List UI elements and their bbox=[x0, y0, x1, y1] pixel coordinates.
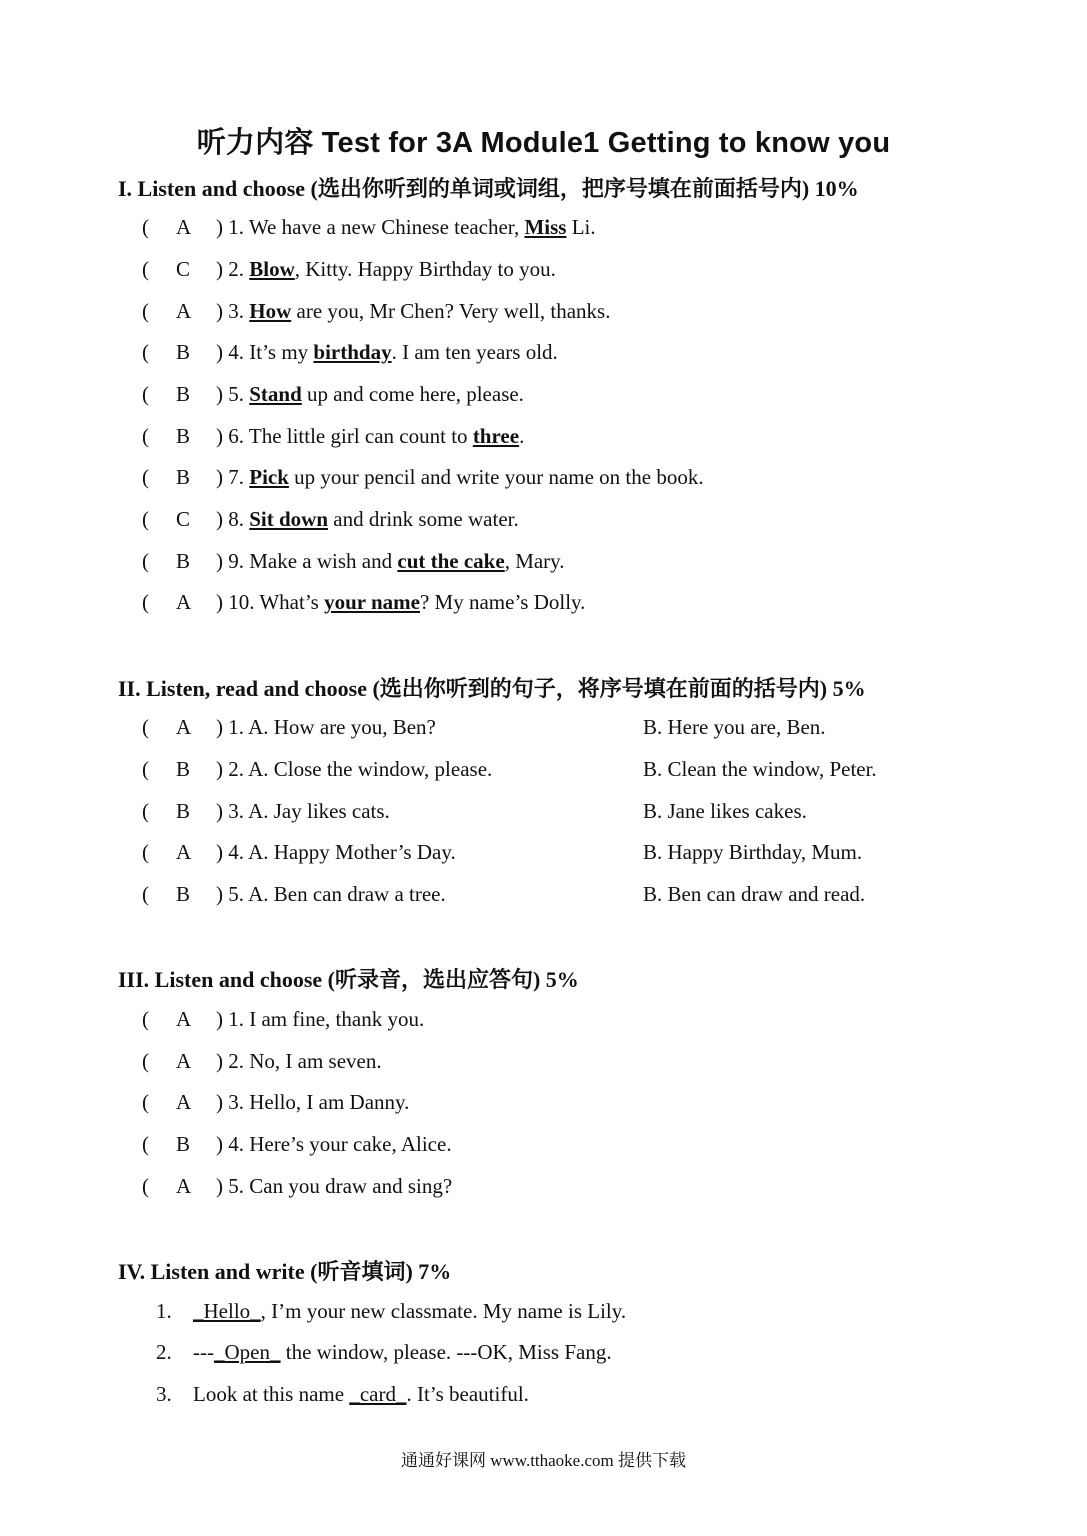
paren-open: ( bbox=[142, 340, 149, 364]
question-text-end: Li. bbox=[566, 215, 596, 239]
answer: A bbox=[176, 1174, 192, 1198]
answer: B bbox=[176, 799, 191, 823]
answer: B bbox=[176, 549, 191, 573]
option-a: ) 3. A. Jay likes cats. bbox=[216, 799, 390, 823]
option-b: B. Jane likes cakes. bbox=[643, 799, 807, 823]
question-text-end: . I am ten years old. bbox=[391, 340, 558, 364]
question-text: ) 2. bbox=[216, 257, 250, 281]
sentence-start: --- bbox=[193, 1340, 214, 1364]
option-b: B. Here you are, Ben. bbox=[643, 715, 826, 739]
answer: B bbox=[176, 424, 191, 448]
response-text: ) 2. No, I am seven. bbox=[216, 1049, 382, 1073]
keyword: your name bbox=[324, 590, 420, 614]
paren-open: ( bbox=[142, 549, 149, 573]
keyword: Sit down bbox=[249, 507, 329, 531]
s2-item-3 bbox=[0, 797, 1087, 825]
response-text: ) 3. Hello, I am Danny. bbox=[216, 1090, 410, 1114]
answer: C bbox=[176, 257, 191, 281]
keyword: birthday bbox=[313, 340, 392, 364]
section-3-heading: III. Listen and choose (听录音，选出应答句) 5% bbox=[118, 967, 579, 992]
paren-open: ( bbox=[142, 382, 149, 406]
question-text-end: up and come here, please. bbox=[301, 382, 524, 406]
answer: A bbox=[176, 215, 192, 239]
filled-blank: _card_ bbox=[349, 1382, 407, 1406]
keyword: How bbox=[249, 299, 292, 323]
option-b: B. Ben can draw and read. bbox=[643, 882, 866, 906]
question-text: ) 4. It’s my bbox=[216, 340, 314, 364]
paren-open: ( bbox=[142, 1049, 149, 1073]
keyword: Stand bbox=[249, 382, 302, 406]
option-b: B. Clean the window, Peter. bbox=[643, 757, 877, 781]
paren-open: ( bbox=[142, 757, 149, 781]
paren-open: ( bbox=[142, 507, 149, 531]
question-text: ) 9. Make a wish and bbox=[216, 549, 398, 573]
paren-open: ( bbox=[142, 299, 149, 323]
question-text-end: , Mary. bbox=[504, 549, 565, 573]
question-text-end: , Kitty. Happy Birthday to you. bbox=[294, 257, 556, 281]
paren-open: ( bbox=[142, 257, 149, 281]
item-number: 1. bbox=[156, 1299, 172, 1323]
paren-open: ( bbox=[142, 882, 149, 906]
keyword: Blow bbox=[249, 257, 295, 281]
question-text: ) 5. bbox=[216, 382, 250, 406]
page-title: 听力内容 Test for 3A Module1 Getting to know you bbox=[196, 127, 891, 159]
question-text-end: . bbox=[519, 424, 525, 448]
sentence-end: , I’m your new classmate. My name is Lily. bbox=[260, 1299, 627, 1323]
answer: A bbox=[176, 840, 192, 864]
answer: A bbox=[176, 715, 192, 739]
question-text: ) 3. bbox=[216, 299, 250, 323]
question-text-end: ? My name’s Dolly. bbox=[419, 590, 586, 614]
answer: A bbox=[176, 299, 192, 323]
paren-open: ( bbox=[142, 1174, 149, 1198]
item-number: 3. bbox=[156, 1382, 172, 1406]
keyword: Miss bbox=[524, 215, 567, 239]
option-b: B. Happy Birthday, Mum. bbox=[643, 840, 863, 864]
filled-blank: _Hello_ bbox=[193, 1299, 261, 1323]
sentence-end: . It’s beautiful. bbox=[406, 1382, 529, 1406]
footer-source: 通通好课网 www.tthaoke.com 提供下载 bbox=[400, 1451, 687, 1470]
paren-open: ( bbox=[142, 1132, 149, 1156]
s2-item-4 bbox=[0, 838, 1087, 866]
s2-item-2 bbox=[0, 755, 1087, 783]
option-a: ) 5. A. Ben can draw a tree. bbox=[216, 882, 446, 906]
question-text: ) 7. bbox=[216, 465, 250, 489]
paren-open: ( bbox=[142, 590, 149, 614]
question-text: ) 10. What’s bbox=[216, 590, 325, 614]
answer: B bbox=[176, 757, 191, 781]
question-text-end: up your pencil and write your name on the book. bbox=[288, 465, 704, 489]
paren-open: ( bbox=[142, 715, 149, 739]
section-4-heading: IV. Listen and write (听音填词) 7% bbox=[118, 1259, 452, 1284]
answer: B bbox=[176, 382, 191, 406]
keyword: three bbox=[472, 424, 520, 448]
sentence-start: Look at this name bbox=[193, 1382, 350, 1406]
s2-item-1 bbox=[0, 713, 1087, 741]
question-text: ) 8. bbox=[216, 507, 250, 531]
answer: B bbox=[176, 882, 191, 906]
section-2-heading: II. Listen, read and choose (选出你听到的句子，将序号填在前面的括号内) 5% bbox=[118, 676, 866, 701]
question-text: ) 6. The little girl can count to bbox=[216, 424, 473, 448]
response-text: ) 5. Can you draw and sing? bbox=[216, 1174, 453, 1198]
item-number: 2. bbox=[156, 1340, 172, 1364]
answer: C bbox=[176, 507, 191, 531]
question-text-end: are you, Mr Chen? Very well, thanks. bbox=[291, 299, 611, 323]
keyword: Pick bbox=[249, 465, 289, 489]
paren-open: ( bbox=[142, 215, 149, 239]
answer: B bbox=[176, 1132, 191, 1156]
question-text: ) 1. We have a new Chinese teacher, bbox=[216, 215, 525, 239]
answer: A bbox=[176, 1090, 192, 1114]
answer: A bbox=[176, 1049, 192, 1073]
response-text: ) 1. I am fine, thank you. bbox=[216, 1007, 425, 1031]
filled-blank: _Open_ bbox=[213, 1340, 281, 1364]
paren-open: ( bbox=[142, 799, 149, 823]
answer: A bbox=[176, 590, 192, 614]
paren-open: ( bbox=[142, 424, 149, 448]
option-a: ) 2. A. Close the window, please. bbox=[216, 757, 493, 781]
paren-open: ( bbox=[142, 1090, 149, 1114]
option-a: ) 4. A. Happy Mother’s Day. bbox=[216, 840, 456, 864]
question-text-end: and drink some water. bbox=[328, 507, 519, 531]
paren-open: ( bbox=[142, 840, 149, 864]
response-text: ) 4. Here’s your cake, Alice. bbox=[216, 1132, 452, 1156]
option-a: ) 1. A. How are you, Ben? bbox=[216, 715, 436, 739]
answer: B bbox=[176, 465, 191, 489]
answer: B bbox=[176, 340, 191, 364]
answer: A bbox=[176, 1007, 192, 1031]
paren-open: ( bbox=[142, 465, 149, 489]
paren-open: ( bbox=[142, 1007, 149, 1031]
keyword: cut the cake bbox=[397, 549, 505, 573]
sentence-end: the window, please. ---OK, Miss Fang. bbox=[280, 1340, 612, 1364]
section-1-heading: I. Listen and choose (选出你听到的单词或词组，把序号填在前面括号内) 10% bbox=[118, 176, 859, 201]
s2-item-5 bbox=[0, 880, 1087, 908]
